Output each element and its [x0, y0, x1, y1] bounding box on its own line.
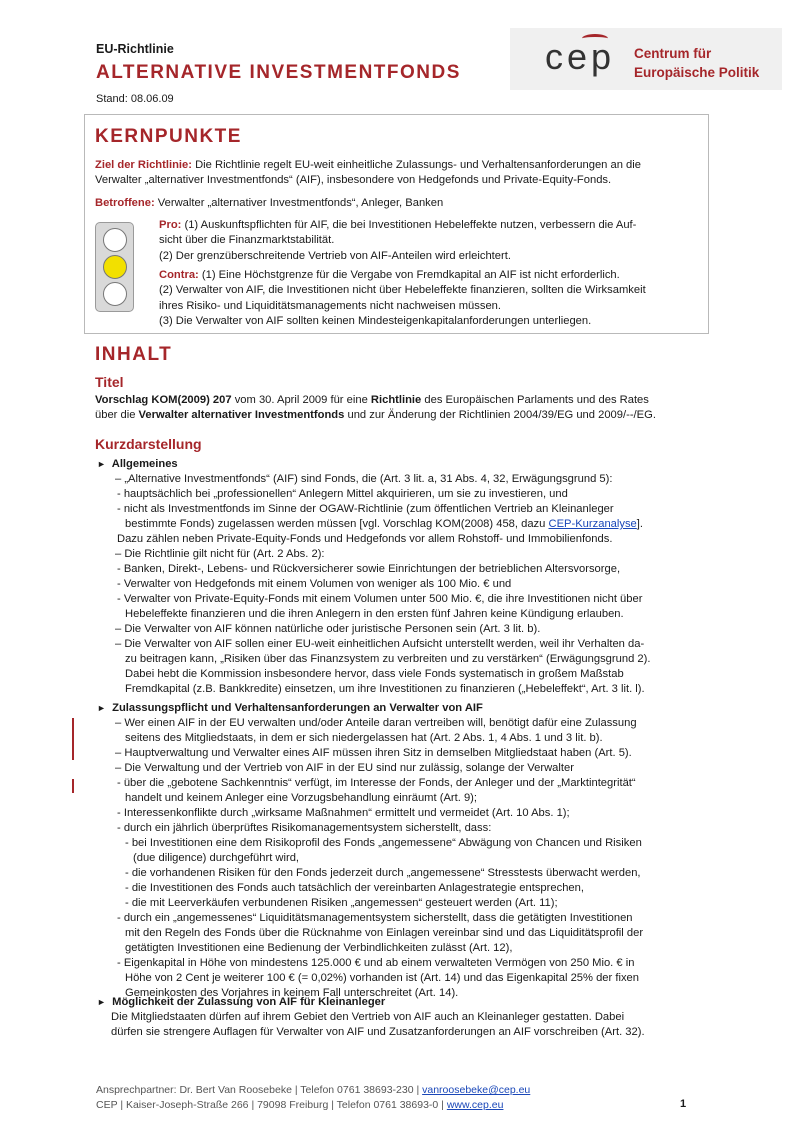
titel-text-1: vom 30. April 2009 für eine: [231, 394, 371, 406]
allg-line-12: – Die Verwalter von AIF sollen einer EU-weit einheitlichen Aufsicht unterstellt werden, weil ihr Verhalten da-: [115, 638, 645, 650]
cep-logo: cep: [545, 36, 616, 77]
allg-line-8: - Verwalter von Hedgefonds mit einem Volumen von weniger als 100 Mio. € und: [117, 578, 512, 590]
kurzdarstellung-heading: Kurzdarstellung: [95, 436, 202, 452]
footer-contact-text: Ansprechpartner: Dr. Bert Van Roosebeke | Telefon 0761 38693-230 |: [96, 1084, 423, 1096]
allg-line-13: zu beitragen kann, „Risiken über das Finanzsystem zu verbreiten und zu verstärken“ (Erwägungsgrund 2).: [125, 653, 651, 665]
allg-line-11: – Die Verwalter von AIF können natürliche oder juristische Personen sein (Art. 3 lit. b).: [115, 623, 541, 635]
ziel-label: Ziel der Richtlinie:: [95, 159, 192, 171]
allg-line-3: - nicht als Investmentfonds im Sinne der OGAW-Richtlinie (zum öffentlichen Vertrieb an Kleinanleger: [117, 503, 614, 515]
footer-web-link[interactable]: www.cep.eu: [446, 1099, 504, 1111]
contra-text-1: (1) Eine Höchstgrenze für die Vergabe von Fremdkapital an AIF ist nicht erforderlich.: [198, 269, 620, 281]
proposal-reference: Vorschlag KOM(2009) 207: [95, 394, 232, 406]
klein-line-1: Die Mitgliedstaaten dürfen auf ihrem Gebiet den Vertrieb von AIF auch an Kleinanleger gestatten. Dabei: [111, 1011, 625, 1023]
pro-label: Pro:: [159, 219, 182, 231]
allg-line-15: Fremdkapital (z.B. Bankkredite) einsetzen, um ihre Investitionen zu finanzieren („Hebeleffekt“, Art. 3 lit. l).: [125, 683, 645, 695]
change-marker: [72, 779, 74, 793]
cep-logo-arc: [582, 34, 608, 43]
document-title: ALTERNATIVE INVESTMENTFONDS: [96, 62, 461, 83]
footer-email-link[interactable]: vanroosebeke@cep.eu: [422, 1084, 531, 1096]
allg-line-6: – Die Richtlinie gilt nicht für (Art. 2 Abs. 2):: [115, 548, 325, 560]
kleinanleger-heading: [97, 996, 385, 1008]
footer-address-text: CEP | Kaiser-Joseph-Straße 266 | 79098 Freiburg | Telefon 0761 38693-0 |: [96, 1099, 447, 1111]
traffic-light-yellow-lamp: [103, 255, 127, 279]
inhalt-heading: INHALT: [95, 344, 173, 365]
titel-paragraph: [95, 393, 656, 424]
document-date: Stand: 08.06.09: [96, 93, 174, 105]
pro-text-1: (1) Auskunftspflichten für AIF, die bei Investitionen Hebeleffekte nutzen, verbessern die Auf-: [181, 219, 637, 231]
arrow-icon: ►: [97, 459, 106, 469]
change-marker: [72, 746, 74, 760]
pro-text-2: sicht über die Finanzmarktstabilität.: [159, 234, 335, 247]
titel-richtlinie: Richtlinie: [370, 394, 422, 406]
zulassung-heading: [97, 702, 483, 714]
allg-line-7: - Banken, Direkt-, Lebens- und Rückversicherer sowie Einrichtungen der betrieblichen Altersvorsorge,: [117, 563, 621, 575]
zul-line-14: - durch ein „angemessenes“ Liquiditätsmanagementsystem sicherstellt, dass die getätigten Investitionen: [117, 912, 633, 924]
titel-subject: Verwalter alternativer Investmentfonds: [138, 409, 345, 422]
titel-text-3: über die: [95, 409, 139, 422]
logo-line-1: Centrum für: [634, 46, 712, 61]
zul-line-3: – Hauptverwaltung und Verwalter eines AIF müssen ihren Sitz in demselben Mitgliedstaat haben (Art. 5).: [115, 747, 632, 759]
zul-line-5: - über die „gebotene Sachkenntnis“ verfügt, im Interesse der Fonds, der Anleger und der „Marktintegrität“: [117, 777, 636, 789]
contra-label: Contra:: [159, 269, 199, 281]
titel-heading: Titel: [95, 374, 124, 390]
betroffene-text: Verwalter „alternativer Investmentfonds“, Anleger, Banken: [154, 197, 444, 209]
klein-line-2: dürfen sie strengere Auflagen für Verwalter von AIF und Zusatzanforderungen an AIF vorschreiben (Art. 32).: [111, 1026, 645, 1038]
zul-line-7: - Interessenkonflikte durch „wirksame Maßnahmen“ ermittelt und vermeidet (Art. 10 Abs. 1);: [117, 807, 570, 819]
traffic-light-top-lamp: [103, 228, 127, 252]
allg-line-4-end: ].: [636, 518, 643, 530]
allg-line-5: Dazu zählen neben Private-Equity-Fonds und Hedgefonds vor allem Rohstoff- und Immobilienfonds.: [117, 533, 613, 545]
contra-text-4: (3) Die Verwalter von AIF sollten keinen Mindesteigenkapitalanforderungen unterliegen.: [159, 315, 592, 328]
zul-line-4: – Die Verwaltung und der Vertrieb von AIF in der EU sind nur zulässig, solange der Verwalter: [115, 762, 574, 774]
zul-line-8: - durch ein jährlich überprüftes Risikomanagementsystem sicherstellt, dass:: [117, 822, 492, 834]
arrow-icon: ►: [97, 997, 106, 1007]
zul-line-9: - bei Investitionen eine dem Risikoprofil des Fonds „angemessene“ Abwägung von Chancen und Risiken: [125, 837, 642, 849]
betroffene-paragraph: [95, 196, 443, 211]
zulassung-heading-text: Zulassungspflicht und Verhaltensanforderungen an Verwalter von AIF: [112, 702, 483, 714]
zul-line-11: - die vorhandenen Risiken für den Fonds jederzeit durch „angemessene“ Stresstests überwacht werden,: [125, 867, 641, 879]
ziel-paragraph: [95, 158, 700, 189]
pro-paragraph: [159, 218, 636, 264]
zul-line-13: - die mit Leerverkäufen verbundenen Risiken „angemessen“ gesteuert werden (Art. 11);: [125, 897, 558, 909]
contra-text-2: (2) Verwalter von AIF, die Investitionen nicht über Hebeleffekte finanzieren, sollten die Wirksamkeit: [159, 284, 646, 297]
ziel-text-2: Verwalter „alternativer Investmentfonds“ (AIF), insbesondere von Hedgefonds und Private-Equity-Fonds.: [95, 174, 612, 187]
zul-line-19: Gemeinkosten des Vorjahres in keinem Fall unterschreitet (Art. 14).: [125, 987, 459, 999]
titel-text-2: des Europäischen Parlaments und des Rates: [421, 394, 649, 406]
contra-paragraph: [159, 268, 646, 330]
allgemeines-heading: [97, 458, 178, 470]
arrow-icon: ►: [97, 703, 106, 713]
cep-logo-text: [634, 44, 759, 82]
zul-line-6: handelt und keinem Anleger eine Vorzugsbehandlung einräumt (Art. 9);: [125, 792, 478, 804]
zul-line-1: – Wer einen AIF in der EU verwalten und/oder Anteile daran vertreiben will, benötigt dafür eine Zulassung: [115, 717, 637, 729]
traffic-light-icon: [95, 222, 134, 312]
zul-line-17: - Eigenkapital in Höhe von mindestens 125.000 € und ab einem verwalteten Vermögen von 250 Mio. € in: [117, 957, 635, 969]
allg-line-9: - Verwalter von Private-Equity-Fonds mit einem Volumen unter 500 Mio. €, die ihre Investitionen nicht über: [117, 593, 643, 605]
change-marker: [72, 718, 74, 746]
allg-line-10: Hebeleffekte finanzieren und die ihren Anlegern in den ersten fünf Jahren keine Kündigung erlauben.: [125, 608, 624, 620]
cep-kurzanalyse-link[interactable]: CEP-Kurzanalyse: [548, 518, 637, 530]
contra-text-3: ihres Risiko- und Liquiditätsmanagements nicht nachweisen müssen.: [159, 299, 502, 312]
allg-line-2: - hauptsächlich bei „professionellen“ Anlegern Mittel akquirieren, um sie zu investieren, und: [117, 488, 568, 500]
allg-line-4: [125, 517, 643, 532]
betroffene-label: Betroffene:: [95, 197, 155, 209]
zul-line-16: getätigten Investitionen eine Bedienung der Verbindlichkeiten zulässt (Art. 12),: [125, 942, 513, 954]
zul-line-10: (due diligence) durchgeführt wird,: [133, 852, 300, 864]
pro-text-3: (2) Der grenzüberschreitende Vertrieb von AIF-Anteilen wird erleichtert.: [159, 249, 511, 262]
traffic-light-bottom-lamp: [103, 282, 127, 306]
allg-line-1: – „Alternative Investmentfonds“ (AIF) sind Fonds, die (Art. 3 lit. a, 31 Abs. 4, 32, Erwägungsgrund 5):: [115, 473, 613, 485]
footer-address: [96, 1099, 503, 1111]
logo-line-2: Europäische Politik: [634, 65, 760, 80]
document-category: EU-Richtlinie: [96, 42, 174, 56]
zul-line-15: mit den Regeln des Fonds über die Rücknahme von Einlagen vereinbar sind und das Liquiditätsprofil der: [125, 927, 644, 939]
zul-line-12: - die Investitionen des Fonds auch tatsächlich der vereinbarten Anlagestrategie entsprechen,: [125, 882, 584, 894]
titel-text-4: und zur Änderung der Richtlinien 2004/39/EG und 2009/--/EG.: [344, 409, 656, 422]
zul-line-18: Höhe von 2 Cent je weiterer 100 € (= 0,02%) vorhanden ist (Art. 14) und das Eigenkapital 25% der fixen: [125, 972, 639, 984]
kernpunkte-heading: KERNPUNKTE: [95, 126, 242, 147]
ziel-text-1: Die Richtlinie regelt EU-weit einheitliche Zulassungs- und Verhaltensanforderungen an die: [191, 159, 641, 171]
kleinanleger-heading-text: Möglichkeit der Zulassung von AIF für Kleinanleger: [112, 996, 386, 1008]
footer-contact: [96, 1084, 530, 1096]
allg-line-4-text: bestimmte Fonds) zugelassen werden müssen [vgl. Vorschlag KOM(2008) 458, dazu: [125, 518, 549, 530]
page-number: 1: [680, 1098, 687, 1110]
allgemeines-heading-text: Allgemeines: [111, 458, 178, 470]
zul-line-2: seitens des Mitgliedstaats, in dem er sich niedergelassen hat (Art. 2 Abs. 1, 4 Abs. 1 und 3 lit. b).: [125, 732, 603, 744]
allg-line-14: Dabei hebt die Kommission insbesondere hervor, dass viele Fonds systematisch in großem Maßstab: [125, 668, 624, 680]
